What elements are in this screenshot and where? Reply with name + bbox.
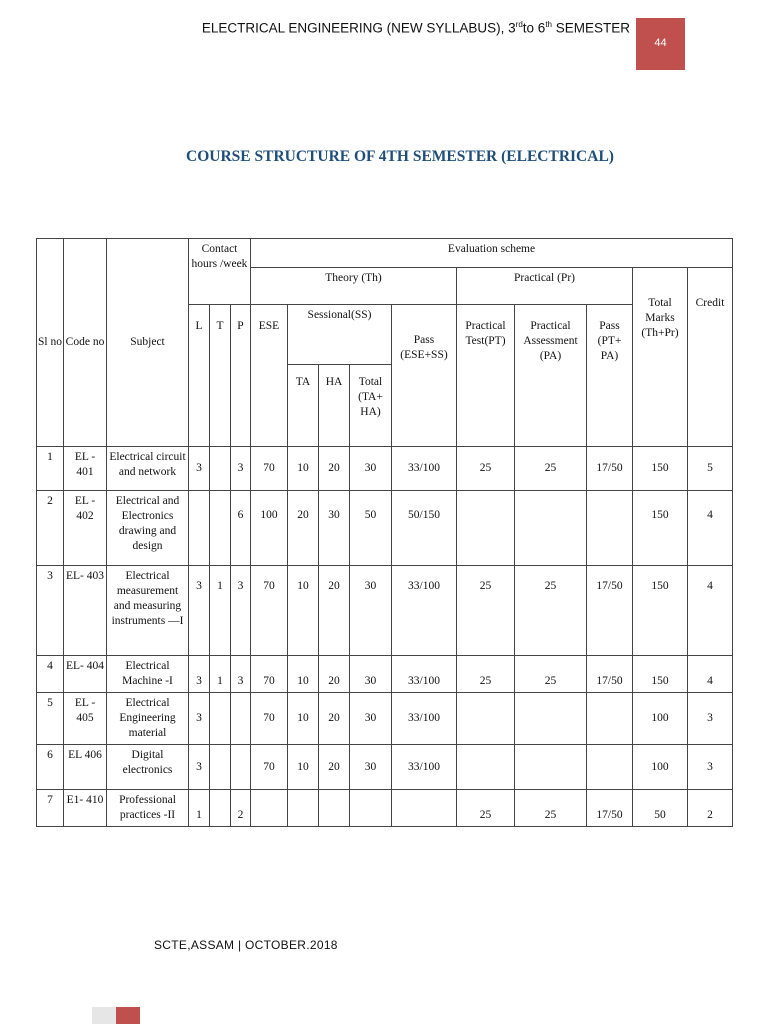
cell-p: 6 (231, 491, 251, 566)
cell-ta: 10 (288, 745, 319, 790)
footer-grey-block (92, 1007, 116, 1024)
header-pass-theory: Pass (ESE+SS) (392, 305, 457, 447)
header-total-marks: Total Marks (Th+Pr) (633, 268, 688, 447)
cell-pt (457, 693, 515, 745)
cell-pass-pr (587, 693, 633, 745)
header-contact-hours: Contact hours /week (189, 239, 251, 305)
cell-pass: 33/100 (392, 566, 457, 656)
cell-marks: 100 (633, 693, 688, 745)
cell-t (210, 693, 231, 745)
cell-t: 1 (210, 656, 231, 693)
cell-pass: 33/100 (392, 745, 457, 790)
cell-ta: 10 (288, 656, 319, 693)
cell-sl: 5 (37, 693, 64, 745)
cell-subject: Digital electronics (107, 745, 189, 790)
cell-total: 30 (350, 656, 392, 693)
page-footer: SCTE,ASSAM | OCTOBER.2018 (154, 938, 338, 952)
cell-ha: 30 (319, 491, 350, 566)
cell-sl: 2 (37, 491, 64, 566)
cell-pt (457, 491, 515, 566)
cell-code: EL - 405 (64, 693, 107, 745)
cell-code: E1- 410 (64, 790, 107, 827)
cell-ese: 100 (251, 491, 288, 566)
cell-sl: 7 (37, 790, 64, 827)
cell-credit: 5 (688, 447, 733, 491)
cell-pa: 25 (515, 656, 587, 693)
cell-ta: 10 (288, 566, 319, 656)
cell-pass: 33/100 (392, 656, 457, 693)
cell-l: 3 (189, 693, 210, 745)
header-code: Code no (64, 239, 107, 447)
cell-marks: 50 (633, 790, 688, 827)
cell-sl: 3 (37, 566, 64, 656)
cell-code: EL- 403 (64, 566, 107, 656)
cell-p (231, 745, 251, 790)
cell-pass: 33/100 (392, 447, 457, 491)
header-credit: Credit (688, 268, 733, 447)
cell-code: EL 406 (64, 745, 107, 790)
header-theory: Theory (Th) (251, 268, 457, 305)
cell-pt: 25 (457, 790, 515, 827)
cell-marks: 150 (633, 566, 688, 656)
header-sup-a: rd (515, 20, 523, 29)
header-sup-b: th (545, 20, 552, 29)
cell-pass-pr: 17/50 (587, 656, 633, 693)
cell-ta: 10 (288, 447, 319, 491)
cell-pass-pr (587, 745, 633, 790)
cell-subject: Electrical Engineering material (107, 693, 189, 745)
course-structure-table (36, 238, 733, 827)
cell-pa: 25 (515, 447, 587, 491)
cell-pa (515, 491, 587, 566)
cell-credit: 4 (688, 566, 733, 656)
cell-ese: 70 (251, 656, 288, 693)
cell-marks: 150 (633, 656, 688, 693)
cell-p (231, 693, 251, 745)
cell-marks: 150 (633, 447, 688, 491)
header-ta: TA (288, 365, 319, 447)
cell-p: 2 (231, 790, 251, 827)
cell-l: 3 (189, 656, 210, 693)
header-practical: Practical (Pr) (457, 268, 633, 305)
cell-pt: 25 (457, 566, 515, 656)
header-L: L (189, 305, 210, 447)
cell-ha: 20 (319, 745, 350, 790)
cell-ta (288, 790, 319, 827)
table-row (37, 656, 733, 693)
cell-credit: 4 (688, 491, 733, 566)
cell-code: EL - 402 (64, 491, 107, 566)
cell-marks: 150 (633, 491, 688, 566)
cell-pass (392, 790, 457, 827)
cell-subject: Electrical Machine -I (107, 656, 189, 693)
cell-pass-pr: 17/50 (587, 447, 633, 491)
cell-t (210, 790, 231, 827)
header-text-a: ELECTRICAL ENGINEERING (NEW SYLLABUS), 3 (201, 20, 516, 36)
header-ese: ESE (251, 305, 288, 447)
cell-marks: 100 (633, 745, 688, 790)
cell-subject: Electrical measurement and measuring instruments —I (107, 566, 189, 656)
cell-pass-pr (587, 491, 633, 566)
page-title: COURSE STRUCTURE OF 4TH SEMESTER (ELECTRICAL) (186, 148, 614, 165)
cell-ha: 20 (319, 693, 350, 745)
cell-total: 30 (350, 693, 392, 745)
cell-total: 30 (350, 745, 392, 790)
cell-total (350, 790, 392, 827)
cell-pt: 25 (457, 656, 515, 693)
cell-p: 3 (231, 447, 251, 491)
cell-pass-pr: 17/50 (587, 566, 633, 656)
cell-ha: 20 (319, 656, 350, 693)
cell-total: 50 (350, 491, 392, 566)
cell-sl: 1 (37, 447, 64, 491)
cell-pt (457, 745, 515, 790)
cell-code: EL- 404 (64, 656, 107, 693)
header-sessional: Sessional(SS) (288, 305, 392, 365)
cell-t: 1 (210, 566, 231, 656)
cell-pass: 33/100 (392, 693, 457, 745)
cell-pass-pr: 17/50 (587, 790, 633, 827)
cell-ese: 70 (251, 693, 288, 745)
table-row (37, 693, 733, 745)
header-pass-practical: Pass (PT+ PA) (587, 305, 633, 447)
cell-t (210, 491, 231, 566)
cell-ta: 10 (288, 693, 319, 745)
cell-l: 1 (189, 790, 210, 827)
cell-t (210, 745, 231, 790)
cell-subject: Professional practices -II (107, 790, 189, 827)
cell-ha: 20 (319, 566, 350, 656)
header-T: T (210, 305, 231, 447)
cell-sl: 4 (37, 656, 64, 693)
header-total-ss: Total (TA+ HA) (350, 365, 392, 447)
table-row (37, 566, 733, 656)
cell-ese: 70 (251, 566, 288, 656)
cell-l (189, 491, 210, 566)
cell-ese: 70 (251, 447, 288, 491)
cell-credit: 3 (688, 745, 733, 790)
cell-ta: 20 (288, 491, 319, 566)
cell-total: 30 (350, 566, 392, 656)
cell-p: 3 (231, 566, 251, 656)
cell-credit: 4 (688, 656, 733, 693)
cell-credit: 2 (688, 790, 733, 827)
table-row (37, 745, 733, 790)
page-header (150, 20, 630, 36)
table-row (37, 491, 733, 566)
cell-credit: 3 (688, 693, 733, 745)
cell-code: EL - 401 (64, 447, 107, 491)
table-row (37, 447, 733, 491)
header-subject: Subject (107, 239, 189, 447)
header-practical-assessment: Practical Assessment (PA) (515, 305, 587, 447)
page-number-badge: 44 (636, 18, 685, 70)
footer-red-block (116, 1007, 140, 1024)
cell-pa: 25 (515, 790, 587, 827)
header-practical-test: Practical Test(PT) (457, 305, 515, 447)
cell-l: 3 (189, 447, 210, 491)
cell-subject: Electrical and Electronics drawing and design (107, 491, 189, 566)
header-text-c: SEMESTER (551, 20, 630, 36)
header-evaluation-scheme: Evaluation scheme (251, 239, 733, 268)
cell-pa (515, 745, 587, 790)
cell-pt: 25 (457, 447, 515, 491)
header-ha: HA (319, 365, 350, 447)
cell-p: 3 (231, 656, 251, 693)
cell-t (210, 447, 231, 491)
cell-pa (515, 693, 587, 745)
header-text-b: to 6 (522, 20, 546, 36)
cell-pass: 50/150 (392, 491, 457, 566)
cell-pa: 25 (515, 566, 587, 656)
cell-sl: 6 (37, 745, 64, 790)
cell-ese: 70 (251, 745, 288, 790)
table-row (37, 790, 733, 827)
header-slno: Sl no (37, 239, 64, 447)
cell-ha: 20 (319, 447, 350, 491)
cell-l: 3 (189, 745, 210, 790)
cell-l: 3 (189, 566, 210, 656)
header-P: P (231, 305, 251, 447)
cell-subject: Electrical circuit and network (107, 447, 189, 491)
cell-ha (319, 790, 350, 827)
cell-total: 30 (350, 447, 392, 491)
cell-ese (251, 790, 288, 827)
